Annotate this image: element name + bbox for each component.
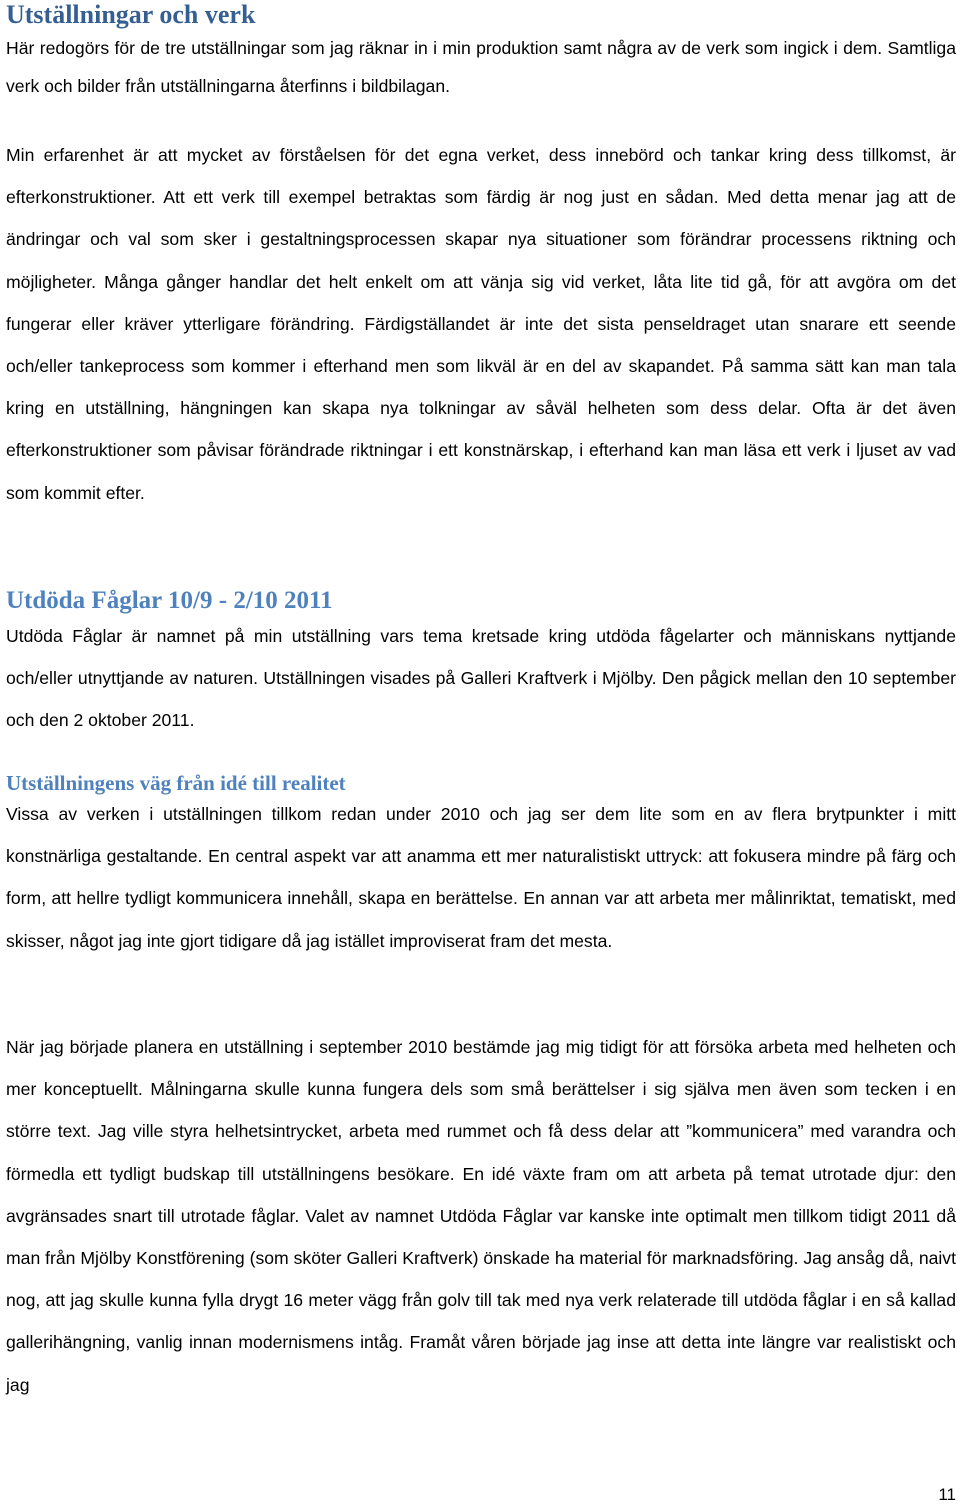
exhibition-paragraph: Utdöda Fåglar är namnet på min utställning vars tema kretsade kring utdöda fågelarter och människans nyttjande och/eller utnyttjande av naturen. Utställningen visades på Galleri Kraftverk i Mjölby. Den pågick mellan den 10 september och den 2 oktober 2011.	[6, 626, 956, 731]
page-number: 11	[938, 1485, 956, 1504]
path-paragraph-1: Vissa av verken i utställningen tillkom redan under 2010 och jag ser dem lite som en av flera brytpunkter i mitt konstnärliga gestaltande. En central aspekt var att anamma ett mer naturalistiskt uttryck: att fokusera mindre på färg och form, att hellre tydligt kommunicera innehåll, skapa en berättelse. En annan var att arbeta mer målinriktat, tematiskt, med skisser, något jag inte gjort tidigare då jag istället improviserat fram det mesta.	[6, 804, 956, 951]
path-paragraph-2: När jag började planera en utställning i september 2010 bestämde jag mig tidigt för att försöka arbeta med helheten och mer konceptuellt. Målningarna skulle kunna fungera dels som små berättelser i sig själva men även som tecken i en större text. Jag ville styra helhetsintrycket, arbeta med rummet och få dess delar att ”kommunicera” med varandra och förmedla ett tydligt budskap till utställningens besökare. En idé växte fram om att arbeta på temat utrotade djur: den avgränsades snart till utrotade fåglar. Valet av namnet Utdöda Fåglar var kanske inte optimalt men tillkom tidigt 2011 då man från Mjölby Konstförening (som sköter Galleri Kraftverk) önskade ha material för marknadsföring. Jag ansåg då, naivt nog, att jag skulle kunna fylla drygt 16 meter vägg från golv till tak med nya verk relaterade till utdöda fåglar i en så kallad gallerihängning, vanlig innan modernismens intåg. Framåt våren började jag inse att detta inte längre var realistiskt och jag	[6, 1037, 956, 1395]
exhibition-heading: Utdöda Fåglar 10/9 - 2/10 2011	[6, 587, 333, 614]
experience-paragraph: Min erfarenhet är att mycket av förståelsen för det egna verket, dess innebörd och tankar kring dess tillkomst, är efterkonstruktioner. Att ett verk till exempel betraktas som färdig är nog just en sådan. Med detta menar jag att de ändringar och val som sker i gestaltningsprocessen skapar nya situationer som förändrar processens riktning och möjligheter. Många gånger handlar det helt enkelt om att vänja sig vid verket, låta lite tid gå, för att avgöra om det fungerar eller kräver ytterligare förändring. Färdigställandet är inte det sista penseldraget utan snarare ett seende och/eller tankeprocess som kommer i efterhand men som likväl är en del av skapandet. På samma sätt kan man tala kring en utställning, hängningen kan skapa nya tolkningar av såväl helheten som dess delar. Ofta är det även efterkonstruktioner som påvisar förändrade riktningar i ett konstnärskap, i efterhand kan man läsa ett verk i ljuset av vad som kommit efter.	[6, 145, 956, 503]
intro-paragraph: Här redogörs för de tre utställningar som jag räknar in i min produktion samt några av de verk som ingick i dem. Samtliga verk och bilder från utställningarna återfinns i bildbilagan.	[6, 38, 956, 96]
page-heading: Utställningar och verk	[6, 0, 256, 29]
subsection-heading: Utställningens väg från idé till realitet	[6, 771, 346, 795]
